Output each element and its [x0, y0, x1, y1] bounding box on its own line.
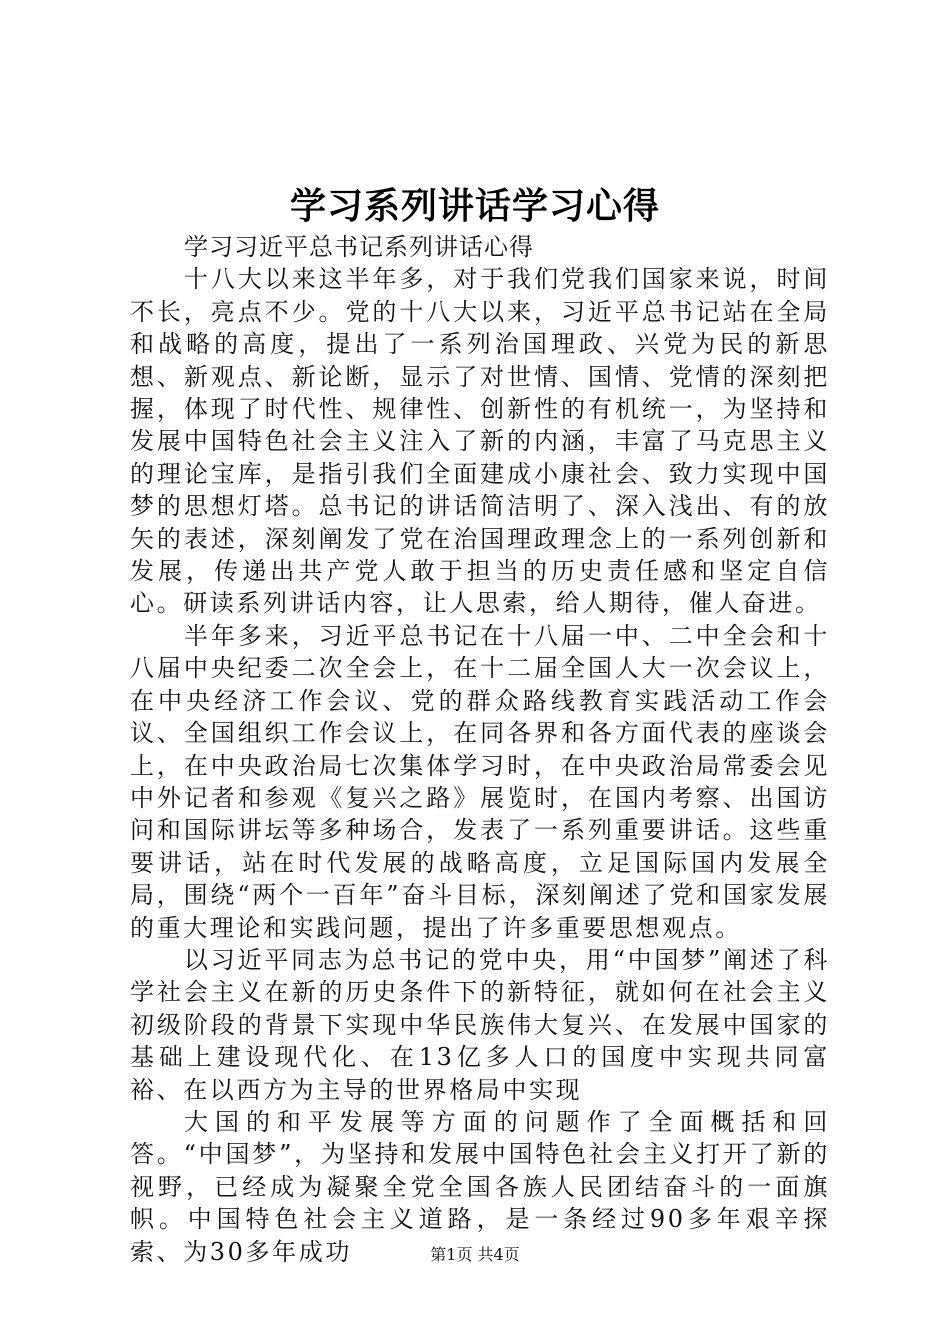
body-paragraph: 以习近平同志为总书记的党中央，用“中国梦”阐述了科学社会主义在新的历史条件下的新特征，就如何在社会主义初级阶段的背景下实现中华民族伟大复兴、在发展中国家的基础上建设现代化、在13亿多人口的国度中实现共同富裕、在以西方为主导的世界格局中实现 [130, 945, 830, 1104]
document-subtitle: 学习习近平总书记系列讲话心得 [184, 233, 534, 261]
page-number-footer: 第1页 共4页 [430, 1245, 520, 1264]
body-paragraph: 十八大以来这半年多，对于我们党我们国家来说，时间不长，亮点不少。党的十八大以来，习近平总书记站在全局和战略的高度，提出了一系列治国理政、兴党为民的新思想、新观点、新论断，显示了对世情、国情、党情的深刻把握，体现了时代性、规律性、创新性的有机统一，为坚持和发展中国特色社会主义注入了新的内涵，丰富了马克思主义的理论宝库，是指引我们全面建成小康社会、致力实现中国梦的思想灯塔。总书记的讲话简洁明了、深入浅出、有的放矢的表述，深刻阐发了党在治国理政理念上的一系列创新和发展，传递出共产党人敢于担当的历史责任感和坚定自信心。研读系列讲话内容，让人思索，给人期待，催人奋进。 [130, 265, 830, 618]
document-body [130, 231, 830, 1268]
body-paragraph: 大国的和平发展等方面的问题作了全面概括和回答。“中国梦”，为坚持和发展中国特色社会主义打开了新的视野，已经成为凝聚全党全国各族人民团结奋斗的一面旗帜。中国特色社会主义道路，是一条经过90多年艰辛探索、为30多年成功 [130, 1107, 830, 1266]
document-title: 学习系列讲话学习心得 [289, 186, 660, 227]
body-paragraph: 半年多来，习近平总书记在十八届一中、二中全会和十八届中央纪委二次全会上，在十二届全国人大一次会议上，在中央经济工作会议、党的群众路线教育实践活动工作会议、全国组织工作会议上，在同各界和各方面代表的座谈会上，在中央政治局七次集体学习时，在中央政治局常委会见中外记者和参观《复兴之路》展览时，在国内考察、出国访问和国际讲坛等多种场合，发表了一系列重要讲话。这些重要讲话，站在时代发展的战略高度，立足国际国内发展全局，围绕“两个一百年”奋斗目标，深刻阐述了党和国家发展的重大理论和实践问题，提出了许多重要思想观点。 [130, 621, 830, 942]
